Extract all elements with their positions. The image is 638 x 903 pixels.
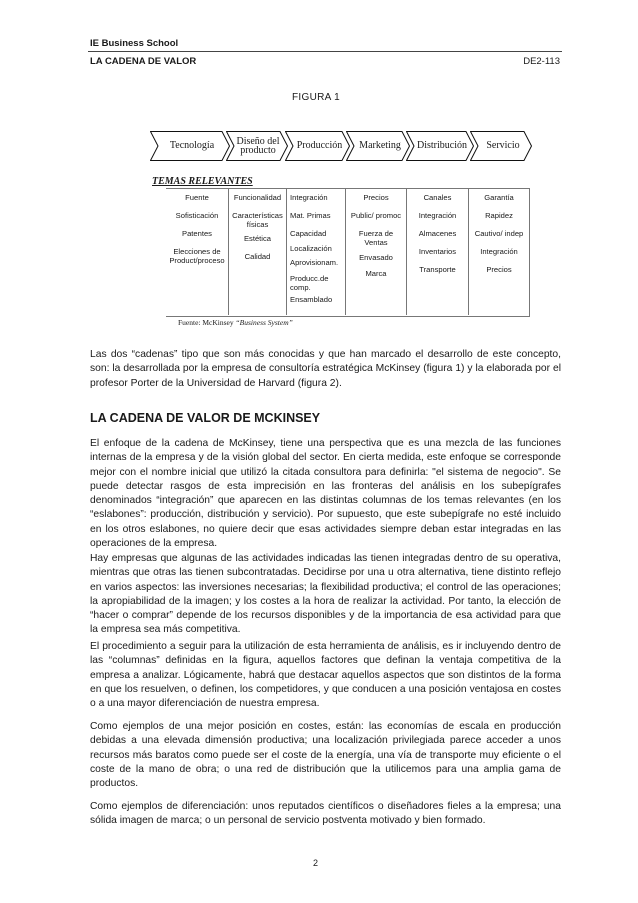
list-item: Elecciones de Product/proceso (169, 247, 225, 265)
header-school: IE Business School (90, 38, 179, 49)
list-item: Envasado (359, 253, 393, 262)
list-item: Integración (480, 247, 518, 256)
stage-label: Servicio (486, 140, 520, 152)
body-paragraph: Hay empresas que algunas de las actividades indicadas las tienen integradas dentro de su operativa, mientras que otras las tienen subcontratadas. Decidirse por una u otra alternativa, tiene distinto reflejo en varios aspectos: las inversiones necesarias; la flexibilidad productiva; el control de las operaciones; la apropiabilidad de la imagen; y los costes a la hora de realizar la actividad. Por tanto, la elección de “hacer o comprar” depende de los recursos disponibles y de la importancia de esa actividad para que la empresa sea más competitiva. (90, 553, 561, 636)
figure-source (178, 318, 293, 327)
section-heading: LA CADENA DE VALOR DE MCKINSEY (90, 411, 321, 425)
stage-label: Producción (296, 140, 343, 152)
header-rule (88, 51, 562, 52)
list-item: Rapidez (485, 211, 513, 220)
list-item: Garantía (484, 193, 514, 202)
list-item: Estética (243, 234, 271, 243)
list-item: Marca (365, 269, 387, 278)
list-item: Canales (423, 193, 452, 202)
list-item: Ensamblado (290, 295, 333, 304)
body-paragraph: El enfoque de la cadena de McKinsey, tiene una perspectiva que es una mezcla de las funciones internas de la empresa y de la visión global del sector. En cierta medida, este enfoque se corresponde mejor con el nombre inicial que utilizó la citada consultora para definirla: "el sistema de negocio". Se puede detectar rasgos de esta imprecisión en las fronteras del análisis en los subepígrafes denominados “integración” que aparecen en las distintas columnas de los temas relevantes (en los “eslabones”: producción, distribución y servicio). Por supuesto, que este subepígrafe no esté incluido en los otros eslabones, no quiere decir que esas actividades siempre deban estar integradas en las operaciones de la empresa. (90, 438, 561, 550)
stage-produccion (285, 131, 350, 161)
list-item: Características físicas (232, 211, 283, 229)
header-title: LA CADENA DE VALOR (90, 56, 197, 67)
figure-source-prefix: Fuente: McKinsey (178, 318, 236, 327)
column-distribucion (407, 193, 468, 283)
list-item: Aprovisionam. (290, 258, 339, 267)
list-item: Fuente (185, 193, 209, 202)
list-item: Calidad (244, 252, 271, 261)
stage-label: Diseño del producto (236, 135, 280, 156)
column-diseno (229, 193, 286, 270)
list-item: Sofisticación (175, 211, 219, 220)
body-paragraph: Como ejemplos de una mejor posición en costes, están: las economías de escala en producción debidas a una elevada dimensión productiva; una localización privilegiada parece acceder a unos recursos más baratos como puede ser el coste de la energía, una vía de transporte muy eficiente o el coste de la mano de obra; o una red de distribución que la utilicemos para una amplia gama de productos. (90, 721, 561, 790)
list-item: Inventarios (418, 247, 457, 256)
stage-servicio (470, 131, 532, 161)
stage-tecnologia (150, 131, 230, 161)
list-item: Fuerza de Ventas (358, 229, 394, 247)
figure-source-title: “Business System” (235, 318, 293, 327)
stage-label: Marketing (359, 140, 401, 152)
intro-paragraph: Las dos “cadenas” tipo que son más conocidas y que han marcado el desarrollo de este concepto, son: la desarrollada por la empresa de consultoría estratégica McKinsey (figura 1) y la elaborada por el profesor Porter de la Universidad de Harvard (figura 2). (90, 349, 561, 389)
list-item: Integración (418, 211, 457, 220)
list-item: Localización (290, 244, 332, 253)
list-item: Patentes (182, 229, 212, 238)
header-code: DE2-113 (523, 56, 560, 67)
column-marketing (346, 193, 406, 287)
page-number: 2 (313, 858, 319, 868)
figure-title: FIGURA 1 (292, 92, 340, 103)
column-produccion (287, 193, 345, 313)
list-item: Precios (363, 193, 389, 202)
list-item: Public/ promoc (350, 211, 402, 220)
column-servicio (469, 193, 529, 283)
list-item: Integración (290, 193, 328, 202)
list-item: Precios (486, 265, 512, 274)
body-paragraph: El procedimiento a seguir para la utilización de esta herramienta de análisis, es ir incluyendo dentro de las “columnas” definidas en la figura, aquellos factores que definan la ventaja competitiva de la empresa a analizar. Lógicamente, habrá que destacar aquellos aspectos que son distintos de la forma en que los resuelven, o definen, los competidores, y que conducen a una posición ventajosa en costes o a una mayor diferenciación de nuestra empresa. (90, 641, 561, 710)
list-item: Producc.de comp. (290, 274, 329, 292)
list-item: Capacidad (290, 229, 327, 238)
list-item: Transporte (419, 265, 456, 274)
list-item: Funcionalidad (233, 193, 282, 202)
list-item: Almacenes (418, 229, 457, 238)
body-paragraph: Como ejemplos de diferenciación: unos reputados científicos o diseñadores fieles a la empresa; una sólida imagen de marca; o un personal de servicio postventa motivado y bien formado. (90, 801, 561, 827)
temas-relevantes-label: TEMAS RELEVANTES (152, 176, 253, 187)
stage-label: Tecnología (169, 140, 215, 152)
list-item: Cautivo/ indep (474, 229, 524, 238)
stage-marketing (346, 131, 410, 161)
stage-label: Distribución (417, 140, 467, 152)
stage-distribucion (406, 131, 474, 161)
list-item: Mat. Primas (290, 211, 331, 220)
stage-diseno (226, 131, 288, 161)
column-tecnologia (166, 193, 228, 274)
